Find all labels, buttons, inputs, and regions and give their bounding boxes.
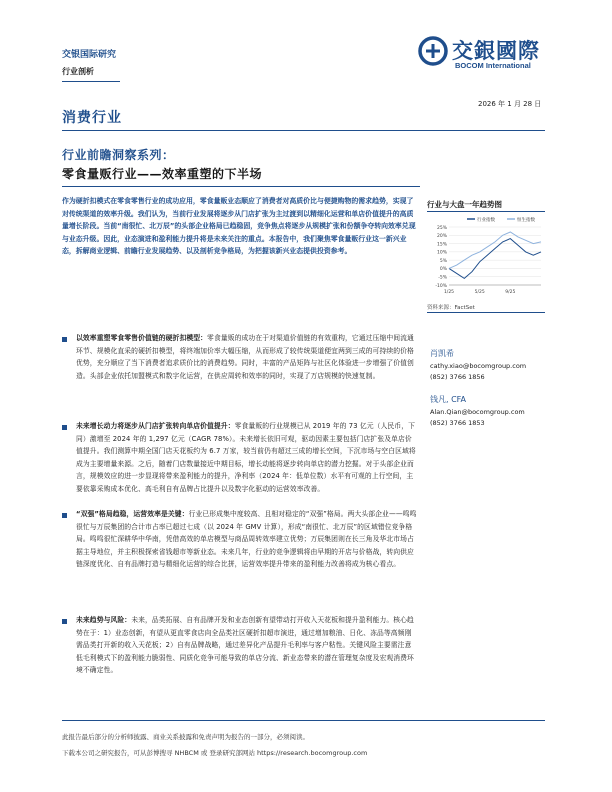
logo-en: BOCOM International xyxy=(455,61,531,70)
y-tick-label: -10% xyxy=(435,283,447,289)
report-date: 2026 年 1 月 28 日 xyxy=(478,100,542,108)
trend-chart xyxy=(427,213,545,301)
chart-title: 行业与大盘一年趋势图 xyxy=(427,200,502,209)
bullet-marker xyxy=(62,513,67,518)
bullet-4 xyxy=(76,614,418,702)
x-tick-label: 9/25 xyxy=(505,290,516,295)
legend-label: 恒生指数 xyxy=(517,217,535,223)
bullet-marker xyxy=(62,619,67,624)
footer-rule xyxy=(62,720,545,721)
series-line-1 xyxy=(449,239,541,279)
main-title: 零食量贩行业——效率重塑的下半场 xyxy=(62,167,263,181)
bullet-1-lead: 以效率重塑零食零售价值链的硬折扣模型： xyxy=(76,334,208,342)
y-tick-label: 20% xyxy=(436,234,447,240)
y-tick-label: 25% xyxy=(436,225,447,231)
bullet-marker xyxy=(62,425,67,430)
chart-source: 资料来源：FactSet xyxy=(427,305,475,311)
bullet-4-text: 未来，品类拓展、自有品牌开发和业态创新有望带动打开收入天花板和提升盈利能力。核心趋势在于：1）业态创新，有望从更直零食店向全品类社区硬折扣超市演进，通过增加粮油、日化、冻品等高频刚需品类打开新的收入天花板；2）自有品牌战略，通过差异化产品提升毛利率与客户粘性。关键风险主要需注意低毛利模式下的盈利能力脆弱性、同质化竞争可能导致的单店分流、新业态带来的潜在管理复杂度及宏观消费环境不确定性。 xyxy=(76,616,414,675)
report-type: 行业剖析 xyxy=(62,67,94,76)
sector-title: 消费行业 xyxy=(62,110,122,126)
series-line-2 xyxy=(449,232,541,268)
x-tick-label: 1/25 xyxy=(443,290,455,295)
x-tick-label: 5/25 xyxy=(474,290,485,295)
bullet-3-lead: “双强”格局趋稳，运营效率是关键： xyxy=(76,510,189,518)
bullet-1-text: 零食量贩的成功在于对渠道价值链的有效重构，它通过压缩中间流通环节、规模化直采的硬折扣模型，将终端加价率大幅压缩，从而形成了较传统渠道便宜两到三成的可持续的价格优势，充分顺应了当下消费者追求质价比的消费趋势。同时，丰富的产品矩阵与社区化体验进一步增强了价值创造。头部企业依托加盟模式和数字化运营，在供应周转和效率的同时，实现了万店规模的快速复制。 xyxy=(76,334,414,380)
sector-rule xyxy=(62,130,545,131)
trend-chart-svg xyxy=(427,213,545,301)
y-tick-label: -5% xyxy=(438,275,447,281)
chart-source-rule xyxy=(427,312,545,313)
y-tick-label: 0% xyxy=(439,267,447,273)
chart-rule xyxy=(427,211,545,212)
bullet-3-text: 行业已形成集中度较高、且相对稳定的“双强”格局。两大头部企业——鸣鸣很忙与万辰集团的合计市占率已超过七成（以 2024 年 GMV 计算），形成“南很忙、北万辰”的区域错位竞争格局。鸣鸣很忙深耕华中华南，凭借高效的单店模型与商品周转效率建立优势；万辰集团则在长三角及华北市场占据主导地位，并主积极探索省钱超市等新业态。未来几年，行业的竞争逻辑将由早期的开店与价格战，转向供应链深度优化、自有品牌打造与精细化运营的综合比拼，运营效率提升带来的盈利能力改善将成为核心看点。 xyxy=(76,510,417,569)
bullet-2 xyxy=(76,420,418,508)
analyst-2-title: CFA xyxy=(451,395,467,404)
analyst-2-email[interactable]: Alan.Qian@bocomgroup.com xyxy=(430,408,525,416)
header-rule xyxy=(62,81,120,82)
firm-name: 交银国际研究 xyxy=(62,50,117,60)
summary-paragraph: 作为硬折扣模式在零食零售行业的成功应用，零食量贩业态顺应了消费者对高质价比与便捷购物的需求趋势，实现了对传统渠道的效率升级。我们认为，当前行业发展将逐步从门店扩张为主过渡到以精细化运营和单店价值提升的高质量增长阶段。当前“南很忙、北万辰”的头部企业格局已趋稳固，竞争焦点将逐步从规模扩张和份额争夺转向效率兑现与业态升级。因此，业态演进和盈利能力提升将是未来关注的重点。本报告中，我们聚焦零食量贩行业这一新兴业态，拆解商业逻辑、前瞻行业发展趋势、以及剖析竞争格局，为把握该新兴业态提供投资参考。 xyxy=(62,197,416,255)
bullet-4-lead: 未来趋势与风险： xyxy=(76,616,132,624)
analyst-1-name: 肖凯希 xyxy=(430,349,454,358)
bullet-marker xyxy=(62,337,67,342)
analyst-2-name: 钱凡 xyxy=(430,395,446,404)
logo-cn: 交銀國際 xyxy=(452,38,540,63)
legend-label: 行业指数 xyxy=(477,217,495,223)
analyst-2: 钱凡, CFA xyxy=(430,395,467,404)
title-rule xyxy=(62,186,420,187)
analyst-1-phone: (852) 3766 1856 xyxy=(430,373,485,381)
bullet-1 xyxy=(76,332,418,420)
analyst-2-phone: (852) 3766 1853 xyxy=(430,419,485,427)
bullet-2-text: 零食量贩的行业规模已从 2019 年的 73 亿元（人民币，下同）激增至 2024 年的 1,297 亿元（CAGR 78%）。未来增长依旧可观，驱动因素主要包括门店扩张及单店价值提升。我们测算中期全国门店天花板约为 6.7 万家，较当前仍有超过三成的增长空间，下沉市场与空白区域将成为主要增量来源。之后，随着门店数量接近中期目标，增长动能将逐步转向单店的潜力挖掘。对于头部企业而言，规模效应的进一步显现将带来盈利能力的提升，净利率（2024 年：低单位数）水平有可观的上行空间，主要依靠采购成本优化、高毛利自有品牌占比提升以及数字化驱动的运营效率改善。 xyxy=(76,422,416,493)
series-title: 行业前瞻洞察系列： xyxy=(62,148,175,162)
footer-download[interactable]: 下载本公司之研究报告，可从彭博搜寻 NHBCM 或 登录研究部网站 https://research.bocomgroup.com xyxy=(62,749,368,757)
bocom-logo-icon xyxy=(418,36,448,66)
bullet-3 xyxy=(76,508,418,608)
bullet-2-lead: 未来增长动力将逐步从门店扩张转向单店价值提升： xyxy=(76,422,235,430)
footer-disclaimer: 此报告最后部分的分析师披露、商业关系披露和免责声明为报告的一部分，必须阅读。 xyxy=(62,733,309,741)
y-tick-label: 15% xyxy=(436,242,447,248)
y-tick-label: 5% xyxy=(439,258,447,264)
y-tick-label: 10% xyxy=(436,250,447,256)
analyst-1-email[interactable]: cathy.xiao@bocomgroup.com xyxy=(430,362,527,370)
